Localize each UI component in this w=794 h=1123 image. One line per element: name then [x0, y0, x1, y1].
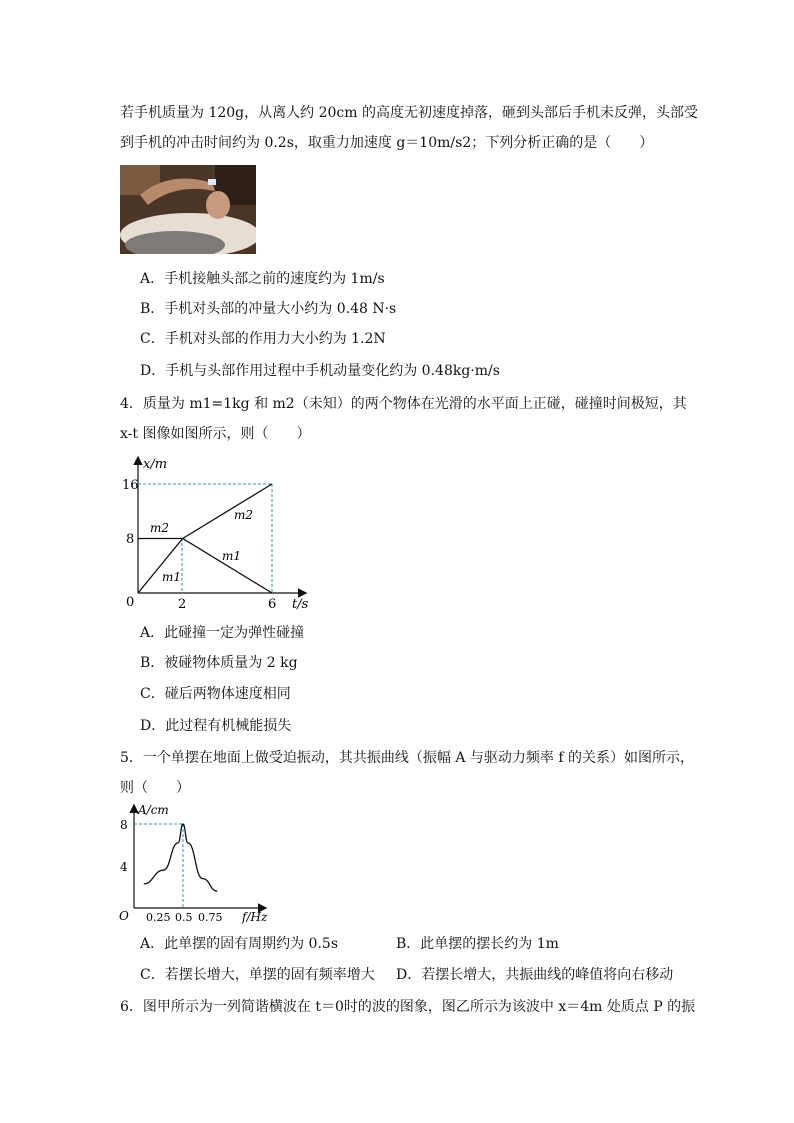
- x-axis-label: t/s: [292, 597, 309, 612]
- origin-label: 0: [126, 595, 135, 610]
- q5-option-d: D．若摆长增大，共振曲线的峰值将向右移动: [396, 967, 674, 983]
- q3-stem-line2: 到手机的冲击时间约为 0.2s，取重力加速度 g＝10m/s2；下列分析正确的是（ ）: [120, 135, 654, 151]
- series-line-m1: [138, 539, 272, 594]
- a-axis-label: A/cm: [138, 803, 169, 817]
- q4-option-c: C．碰后两物体速度相同: [140, 686, 291, 702]
- label-m1-before: m1: [162, 570, 182, 584]
- ytick-a8: 8: [120, 818, 128, 832]
- q4-option-b: B．被碰物体质量为 2 kg: [140, 655, 298, 671]
- q5-stem-line2: 则（ ）: [120, 780, 190, 796]
- xtick-6: 6: [268, 597, 277, 612]
- xtick-075: 0.75: [198, 911, 223, 924]
- q3-option-a: A．手机接触头部之前的速度约为 1m/s: [140, 271, 385, 287]
- q4-option-d: D．此过程有机械能损失: [140, 718, 292, 734]
- y-axis-label: x/m: [143, 457, 168, 472]
- label-m2-before: m2: [150, 521, 170, 535]
- origin-o: O: [119, 909, 129, 923]
- f-axis-label: f/Hz: [242, 910, 268, 924]
- xtick-2: 2: [178, 597, 187, 612]
- q4-option-a: A．此碰撞一定为弹性碰撞: [140, 625, 305, 641]
- q6-stem-line1: 6．图甲所示为一列简谐横波在 t＝0时的波的图象，图乙所示为该波中 x＝4m 处质点 P 的振: [120, 999, 696, 1015]
- q5-option-c: C．若摆长增大，单摆的固有频率增大: [140, 967, 375, 983]
- photo-illustration: [120, 165, 256, 254]
- q4-stem-line1: 4．质量为 m1=1kg 和 m2（未知）的两个物体在光滑的水平面上正碰，碰撞时间极短，其: [120, 396, 687, 412]
- q3-option-d: D．手机与头部作用过程中手机动量变化约为 0.48kg·m/s: [140, 363, 500, 379]
- phone-photo: [120, 165, 256, 254]
- q5-option-a: A．此单摆的固有周期约为 0.5s: [140, 936, 339, 952]
- label-m2-after: m2: [234, 508, 254, 522]
- ytick-a4: 4: [120, 860, 128, 874]
- xtick-05: 0.5: [175, 911, 193, 924]
- xt-graph: [110, 450, 320, 615]
- resonance-graph: [110, 800, 280, 928]
- q3-option-c: C．手机对头部的作用力大小约为 1.2N: [140, 331, 386, 347]
- label-m1-after: m1: [222, 549, 242, 563]
- q5-stem-line1: 5．一个单摆在地面上做受迫振动，其共振曲线（振幅 A 与驱动力频率 f 的关系）如图所示，: [120, 750, 694, 766]
- q5-option-b: B．此单摆的摆长约为 1m: [396, 936, 559, 952]
- q3-stem-line1: 若手机质量为 120g，从离人约 20cm 的高度无初速度掉落，砸到头部后手机未反弹，头部受: [120, 105, 698, 121]
- q3-option-b: B．手机对头部的冲量大小约为 0.48 N·s: [140, 301, 397, 317]
- xtick-025: 0.25: [146, 911, 171, 924]
- ytick-8: 8: [126, 532, 135, 547]
- resonance-curve: [144, 824, 218, 891]
- ytick-16: 16: [122, 478, 139, 493]
- q4-stem-line2: x-t 图像如图所示，则（ ）: [120, 426, 311, 442]
